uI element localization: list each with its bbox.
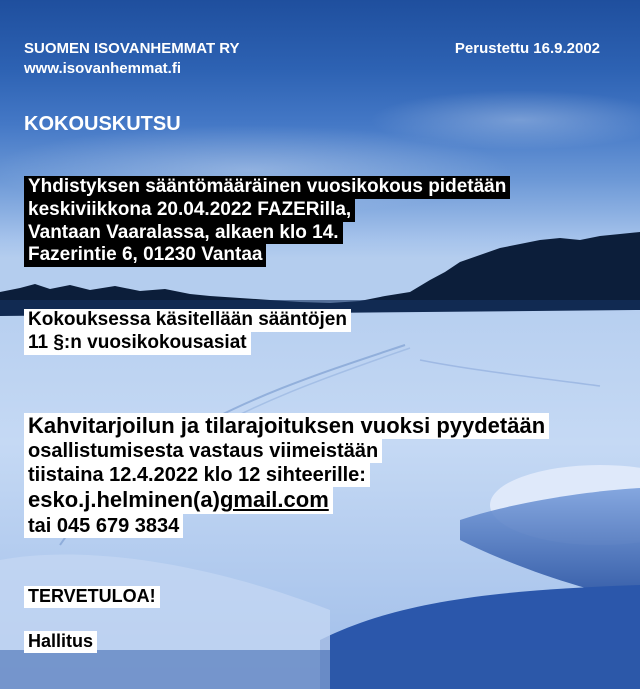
- email-address[interactable]: [24, 487, 333, 513]
- meeting-address: Fazerintie 6, 01230 Vantaa: [24, 244, 266, 267]
- rsvp-line-3: tiistaina 12.4.2022 klo 12 sihteerille:: [24, 463, 370, 487]
- email-prefix: esko.j.helminen(a): [28, 487, 220, 513]
- meeting-line-3: Vantaan Vaaralassa, alkaen klo 14.: [24, 222, 343, 245]
- welcome-text-box: [24, 586, 160, 608]
- signature: Hallitus: [24, 631, 97, 653]
- signature-box: [24, 631, 97, 653]
- website-link[interactable]: www.isovanhemmat.fi: [24, 60, 181, 77]
- agenda-line-1: Kokouksessa käsitellään sääntöjen: [24, 309, 351, 332]
- phone-number: tai 045 679 3834: [24, 514, 183, 538]
- rsvp-line-2: osallistumisesta vastaus viimeistään: [24, 439, 382, 463]
- rsvp-section: [24, 413, 549, 538]
- organization-name: SUOMEN ISOVANHEMMAT RY: [24, 40, 240, 57]
- rsvp-line-1: Kahvitarjoilun ja tilarajoituksen vuoksi pyydetään: [24, 413, 549, 439]
- page-title: KOKOUSKUTSU: [24, 113, 181, 135]
- email-domain-link[interactable]: gmail.com: [219, 487, 329, 513]
- welcome-text: TERVETULOA!: [24, 586, 160, 608]
- agenda-line-2: 11 §:n vuosikokousasiat: [24, 332, 251, 355]
- meeting-line-1: Yhdistyksen sääntömääräinen vuosikokous pidetään: [24, 176, 510, 199]
- meeting-line-2: keskiviikkona 20.04.2022 FAZERilla,: [24, 199, 355, 222]
- agenda: [24, 309, 351, 355]
- organization-header: [24, 39, 240, 79]
- founded-date: Perustettu 16.9.2002: [454, 40, 600, 57]
- meeting-details: [24, 176, 510, 267]
